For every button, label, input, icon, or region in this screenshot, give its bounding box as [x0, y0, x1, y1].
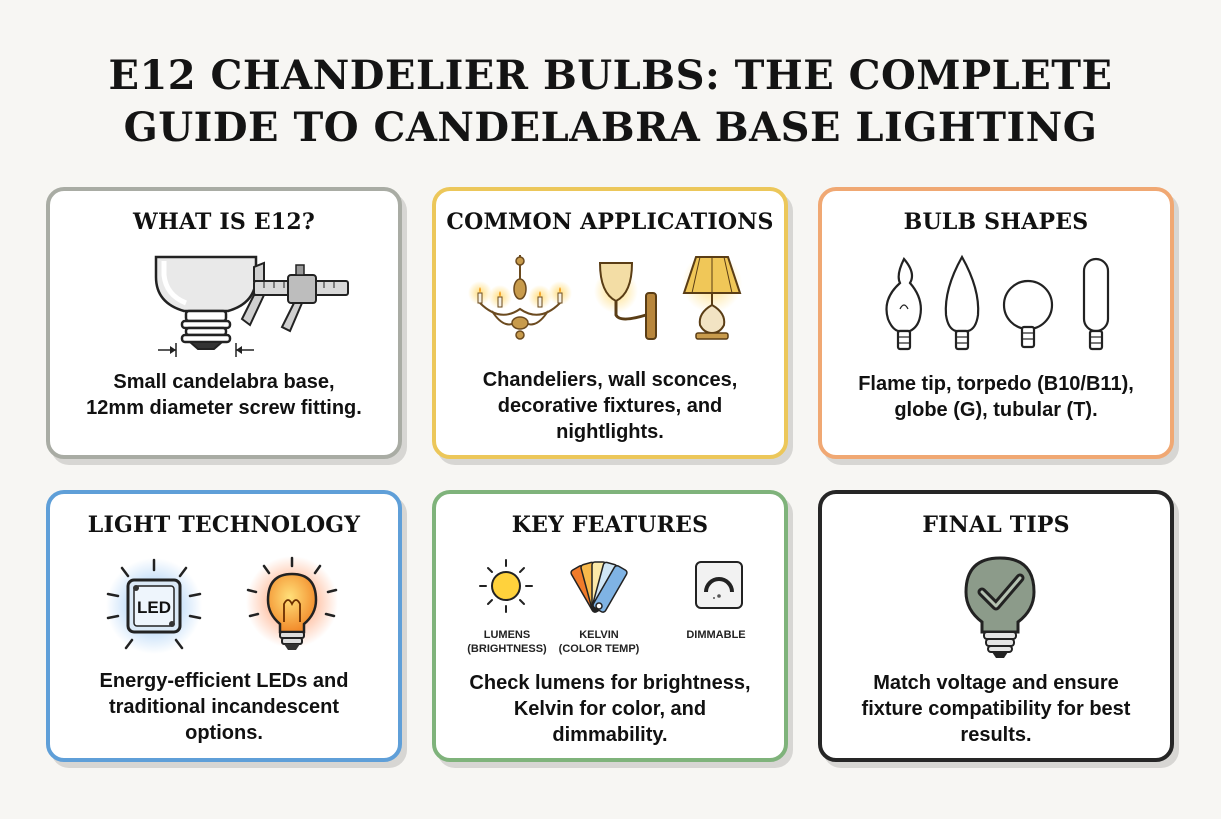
feature-label-line: DIMMABLE [686, 629, 746, 641]
card-heading: KEY FEATURES [511, 512, 709, 538]
desc-line: fixture compatibility for best [861, 698, 1131, 720]
card-common-applications [432, 187, 788, 459]
card-description [66, 369, 382, 421]
bulb-shapes-art [836, 253, 1156, 357]
key-features-art [450, 556, 770, 626]
feature-label-line: (COLOR TEMP) [558, 643, 640, 655]
torpedo-bulb-icon [946, 257, 978, 349]
desc-line: dimmability. [552, 724, 668, 746]
card-key-features [432, 490, 788, 762]
tubular-bulb-icon [1084, 259, 1108, 349]
led-label: LED [137, 598, 171, 617]
caliper-icon [242, 263, 348, 331]
final-tips-art [836, 556, 1156, 666]
wall-sconce-icon [594, 263, 656, 339]
desc-line: nightlights. [556, 421, 664, 443]
desc-line: Flame tip, torpedo (B10/B11), [858, 373, 1134, 395]
desc-line: traditional incandescent [108, 696, 340, 718]
checkmark-bulb-icon [966, 558, 1034, 658]
globe-bulb-icon [1004, 281, 1052, 347]
card-bulb-shapes [818, 187, 1174, 459]
card-description [66, 668, 382, 746]
feature-label-line: KELVIN [579, 629, 619, 641]
card-final-tips [818, 490, 1174, 762]
card-heading: WHAT IS E12? [133, 209, 315, 235]
card-heading: LIGHT TECHNOLOGY [87, 512, 361, 538]
desc-line: options. [185, 722, 263, 744]
bulb-base-icon [156, 257, 256, 357]
card-description [838, 371, 1154, 423]
page-title-line-1: E12 CHANDELIER BULBS: THE COMPLETE [108, 52, 1113, 99]
desc-line: decorative fixtures, and [497, 395, 723, 417]
what-is-art [64, 253, 384, 363]
card-light-technology [46, 490, 402, 762]
card-description [838, 670, 1154, 748]
desc-line: Energy-efficient LEDs and [99, 670, 349, 692]
desc-line: Chandeliers, wall sconces, [482, 369, 738, 391]
card-heading: FINAL TIPS [922, 512, 1070, 538]
desc-line: globe (G), tubular (T). [894, 399, 1098, 421]
incandescent-bulb-icon [246, 556, 338, 650]
desc-line: Check lumens for brightness, [469, 672, 751, 694]
desc-line: results. [960, 724, 1032, 746]
card-heading: COMMON APPLICATIONS [446, 209, 774, 235]
sun-icon [480, 560, 532, 612]
chandelier-icon [468, 255, 572, 339]
light-technology-art [64, 556, 384, 664]
feature-label-line: LUMENS [483, 629, 531, 641]
card-description [452, 367, 768, 445]
feature-label-kelvin [544, 628, 654, 656]
card-description [452, 670, 768, 748]
page-title-line-2: GUIDE TO CANDELABRA BASE LIGHTING [123, 104, 1098, 151]
feature-label-line: (BRIGHTNESS) [467, 643, 547, 655]
feature-label-dimmable [661, 628, 771, 642]
page-title [0, 50, 1221, 154]
desc-line: Match voltage and ensure [873, 672, 1119, 694]
dimmer-dial-icon [696, 562, 742, 608]
desc-line: 12mm diameter screw fitting. [86, 397, 362, 419]
color-swatch-icon [570, 562, 628, 613]
applications-art [450, 253, 770, 353]
desc-line: Kelvin for color, and [513, 698, 707, 720]
flame-tip-bulb-icon [887, 259, 921, 349]
table-lamp-icon [682, 253, 742, 339]
led-chip-icon [106, 558, 202, 654]
card-heading: BULB SHAPES [903, 209, 1089, 235]
card-what-is-e12 [46, 187, 402, 459]
desc-line: Small candelabra base, [113, 371, 335, 393]
